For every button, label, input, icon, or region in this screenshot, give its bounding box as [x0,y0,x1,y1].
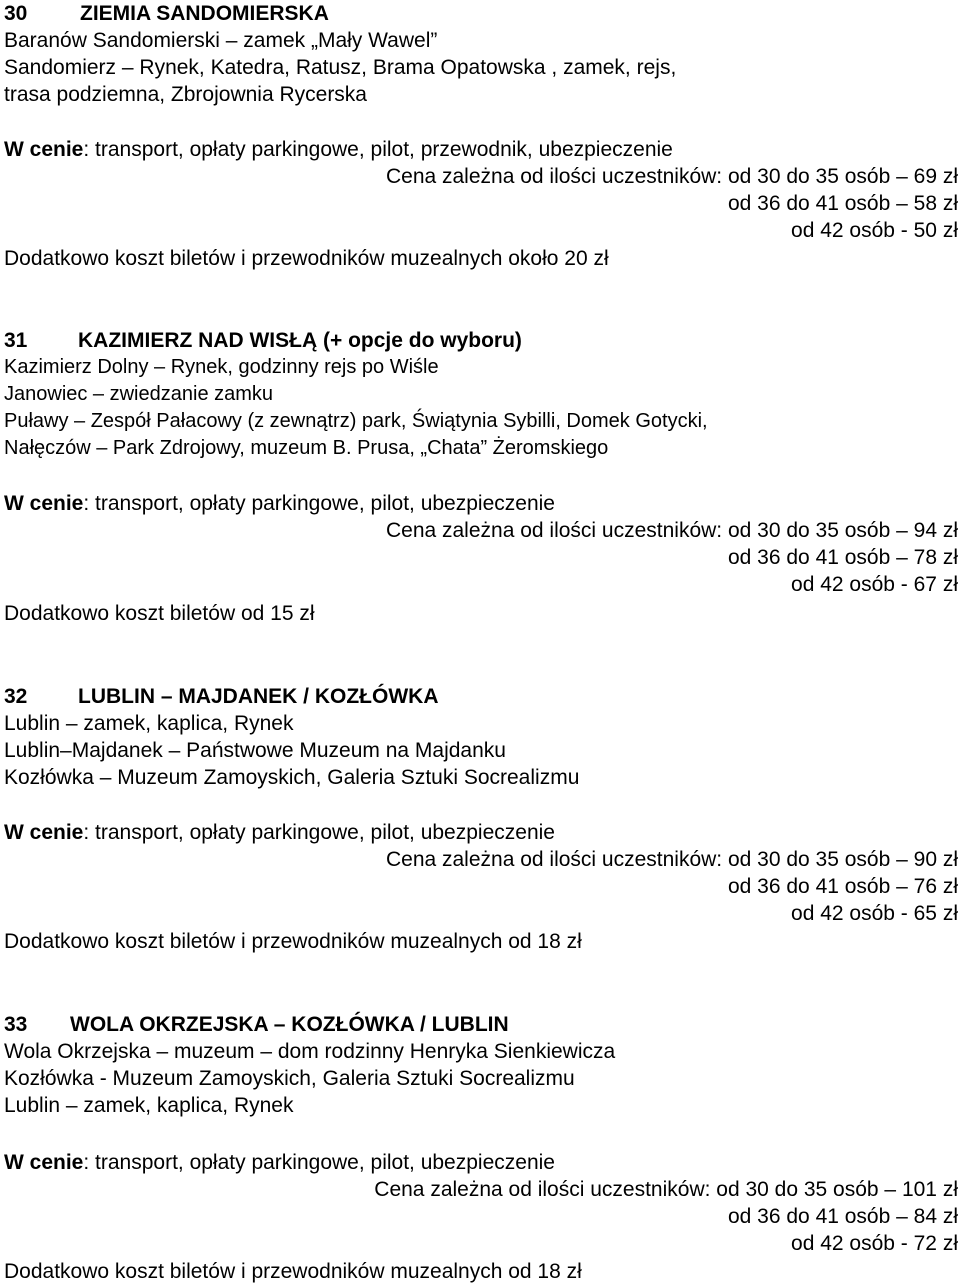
section-30-line-1: Baranów Sandomierski – zamek „Mały Wawel” [4,29,438,52]
section-32-extra-cost: Dodatkowo koszt biletów i przewodników muzealnych od 18 zł [4,930,582,953]
included-label: W cenie [4,492,84,515]
section-33-price-row-3: od 42 osób - 72 zł [791,1232,958,1255]
included-text: : transport, opłaty parkingowe, pilot, ubezpieczenie [83,492,555,515]
section-32-price-row-2: od 36 do 41 osób – 76 zł [727,875,958,898]
section-30-extra-cost: Dodatkowo koszt biletów i przewodników muzealnych około 20 zł [4,247,609,270]
section-31-included [4,490,555,517]
section-31-heading [4,327,522,354]
section-31-price-row-2: od 36 do 41 osób – 78 zł [727,546,958,569]
section-32-line-3: Kozłówka – Muzeum Zamoyskich, Galeria Sztuki Socrealizmu [4,766,580,789]
section-31-line-2: Janowiec – zwiedzanie zamku [4,383,274,405]
section-33-price-row-2: od 36 do 41 osób – 84 zł [727,1205,958,1228]
section-title: WOLA OKRZEJSKA – KOZŁÓWKA / LUBLIN [70,1013,509,1036]
section-32-line-2: Lublin–Majdanek – Państwowe Muzeum na Majdanku [4,739,506,762]
section-33-price-row-1: Cena zależna od ilości uczestników: od 30 do 35 osób – 101 zł [374,1178,958,1201]
section-31-line-4: Nałęczów – Park Zdrojowy, muzeum B. Prusa, „Chata” Żeromskiego [4,437,609,459]
section-32-heading [4,683,439,710]
section-number: 32 [4,685,28,708]
section-32-price-row-1: Cena zależna od ilości uczestników: od 30 do 35 osób – 90 zł [385,848,958,871]
included-text: : transport, opłaty parkingowe, pilot, ubezpieczenie [83,821,555,844]
section-number: 31 [4,329,28,352]
included-text: : transport, opłaty parkingowe, pilot, ubezpieczenie [83,1151,555,1174]
section-title: LUBLIN – MAJDANEK / KOZŁÓWKA [78,685,439,708]
section-32-price-row-3: od 42 osób - 65 zł [791,902,958,925]
section-31-price-row-1: Cena zależna od ilości uczestników: od 30 do 35 osób – 94 zł [385,519,958,542]
included-label: W cenie [4,821,84,844]
section-31-extra-cost: Dodatkowo koszt biletów od 15 zł [4,602,315,625]
section-33-line-2: Kozłówka - Muzeum Zamoyskich, Galeria Sztuki Socrealizmu [4,1067,575,1090]
section-number: 33 [4,1013,28,1036]
section-30-price-row-3: od 42 osób - 50 zł [791,219,958,242]
section-30-price-row-2: od 36 do 41 osób – 58 zł [727,192,958,215]
section-33-heading [4,1011,509,1038]
section-33-included [4,1149,555,1176]
section-30-line-3: trasa podziemna, Zbrojownia Rycerska [4,83,367,106]
section-title: ZIEMIA SANDOMIERSKA [80,2,329,25]
included-label: W cenie [4,1151,84,1174]
included-label: W cenie [4,138,84,161]
section-31-line-1: Kazimierz Dolny – Rynek, godzinny rejs po Wiśle [4,356,439,378]
section-number: 30 [4,2,28,25]
section-33-line-3: Lublin – zamek, kaplica, Rynek [4,1094,294,1117]
section-30-included [4,136,673,163]
section-32-included [4,819,555,846]
section-30-price-row-1: Cena zależna od ilości uczestników: od 30 do 35 osób – 69 zł [385,165,958,188]
section-31-price-row-3: od 42 osób - 67 zł [791,573,958,596]
section-title: KAZIMIERZ NAD WISŁĄ (+ opcje do wyboru) [78,329,522,352]
included-text: : transport, opłaty parkingowe, pilot, przewodnik, ubezpieczenie [83,138,673,161]
section-30-heading [4,0,329,27]
section-32-line-1: Lublin – zamek, kaplica, Rynek [4,712,294,735]
section-33-extra-cost: Dodatkowo koszt biletów i przewodników muzealnych od 18 zł [4,1260,582,1283]
section-30-line-2: Sandomierz – Rynek, Katedra, Ratusz, Brama Opatowska , zamek, rejs, [4,56,677,79]
section-33-line-1: Wola Okrzejska – muzeum – dom rodzinny Henryka Sienkiewicza [4,1040,616,1063]
section-31-line-3: Puławy – Zespół Pałacowy (z zewnątrz) park, Świątynia Sybilli, Domek Gotycki, [4,410,708,432]
